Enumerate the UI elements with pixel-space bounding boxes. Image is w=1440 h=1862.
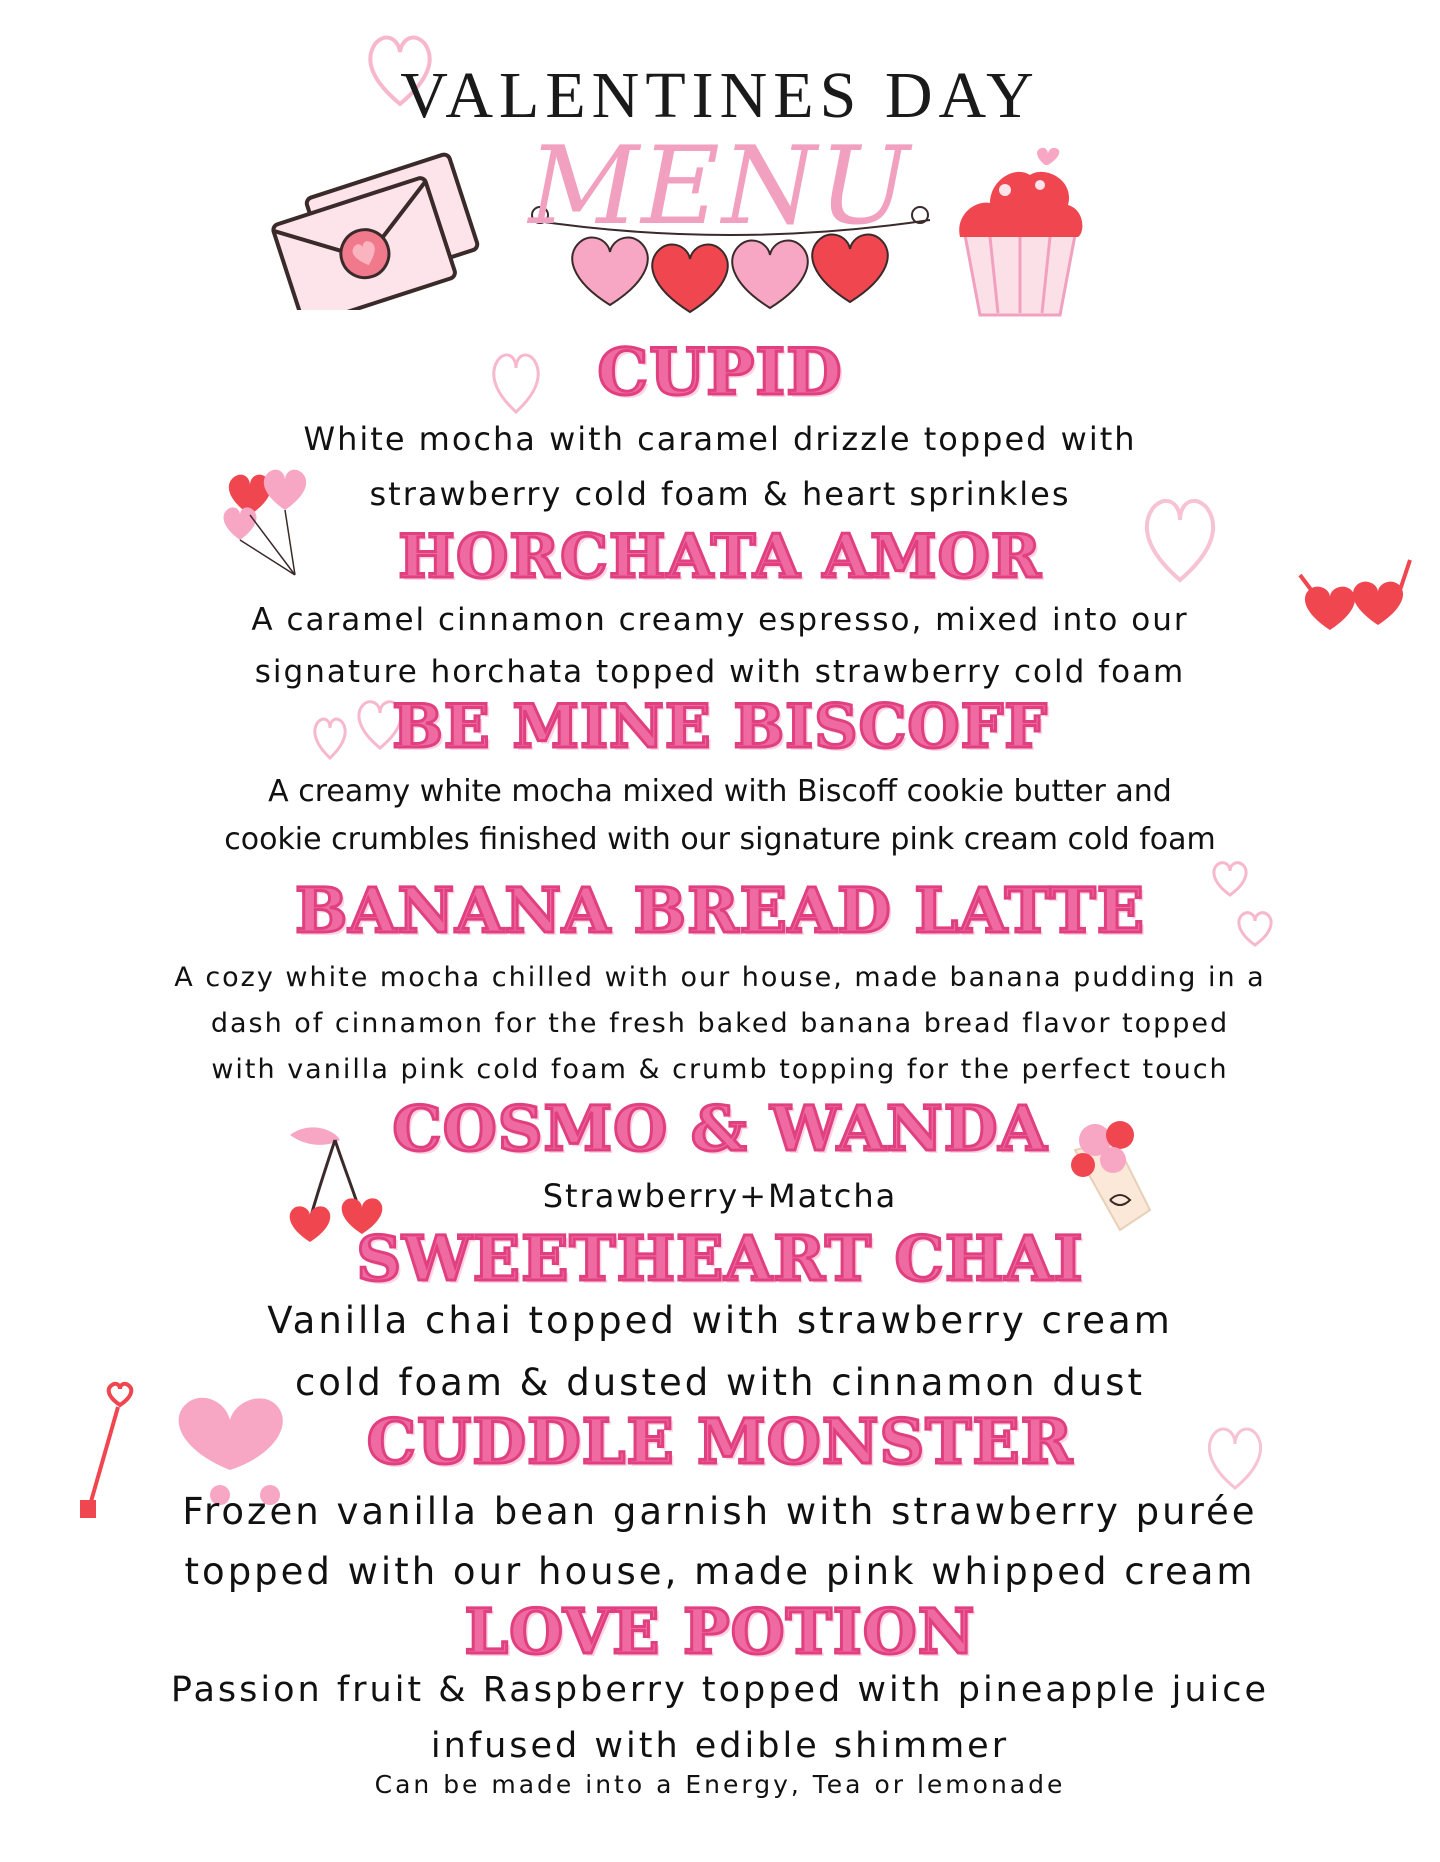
description-line: topped with our house, made pink whipped cream (184, 1550, 1256, 1593)
description-line: cold foam & dusted with cinnamon dust (294, 1361, 1146, 1404)
description-line: Frozen vanilla bean garnish with strawberry purée (182, 1490, 1258, 1533)
drink-description (0, 412, 1440, 522)
description-line: A creamy white mocha mixed with Biscoff cookie butter and (268, 774, 1172, 809)
description-line: A caramel cinnamon creamy espresso, mixed into our (251, 602, 1189, 638)
drink-description (0, 1172, 1440, 1220)
drink-name-cuddle-monster: CUDDLE MONSTER (366, 1405, 1074, 1478)
description-line: strawberry cold foam & heart sprinkles (369, 475, 1071, 513)
description-line: White mocha with caramel drizzle topped with (303, 420, 1137, 458)
drink-description (0, 1482, 1440, 1602)
drink-name-horchata-amor: HORCHATA AMOR (398, 522, 1042, 592)
drink-name-be-mine-biscoff: BE MINE BISCOFF (392, 692, 1048, 762)
description-line: with vanilla pink cold foam & crumb topping for the perfect touch (211, 1054, 1229, 1085)
description-line: Strawberry+Matcha (542, 1177, 898, 1215)
drink-name-banana-bread-latte: BANANA BREAD LATTE (295, 874, 1145, 947)
drink-description (0, 955, 1440, 1093)
description-line: signature horchata topped with strawberry cold foam (254, 654, 1186, 690)
drink-description (0, 594, 1440, 698)
drink-name-sweetheart-chai: SWEETHEART CHAI (356, 1222, 1084, 1295)
description-line: cookie crumbles finished with our signature pink cream cold foam (224, 822, 1216, 857)
description-line: infused with edible shimmer (430, 1726, 1010, 1766)
menu-heading: MENU (528, 124, 912, 249)
page-title: VALENTINES DAY (400, 59, 1040, 132)
drink-description (0, 1290, 1440, 1414)
description-line: A cozy white mocha chilled with our house, made banana pudding in a (174, 962, 1266, 993)
description-line: Vanilla chai topped with strawberry cream (267, 1299, 1173, 1342)
description-line: Passion fruit & Raspberry topped with pineapple juice (170, 1670, 1270, 1710)
drink-name-cosmo-and-wanda: COSMO & WANDA (392, 1092, 1048, 1165)
drink-description (0, 1662, 1440, 1774)
drink-description (0, 768, 1440, 864)
footer-note: Can be made into a Energy, Tea or lemonade (374, 1770, 1066, 1799)
description-line: dash of cinnamon for the fresh baked banana bread flavor topped (210, 1008, 1230, 1039)
drink-name-cupid: CUPID (597, 335, 843, 410)
drink-name-love-potion: LOVE POTION (464, 1595, 976, 1668)
